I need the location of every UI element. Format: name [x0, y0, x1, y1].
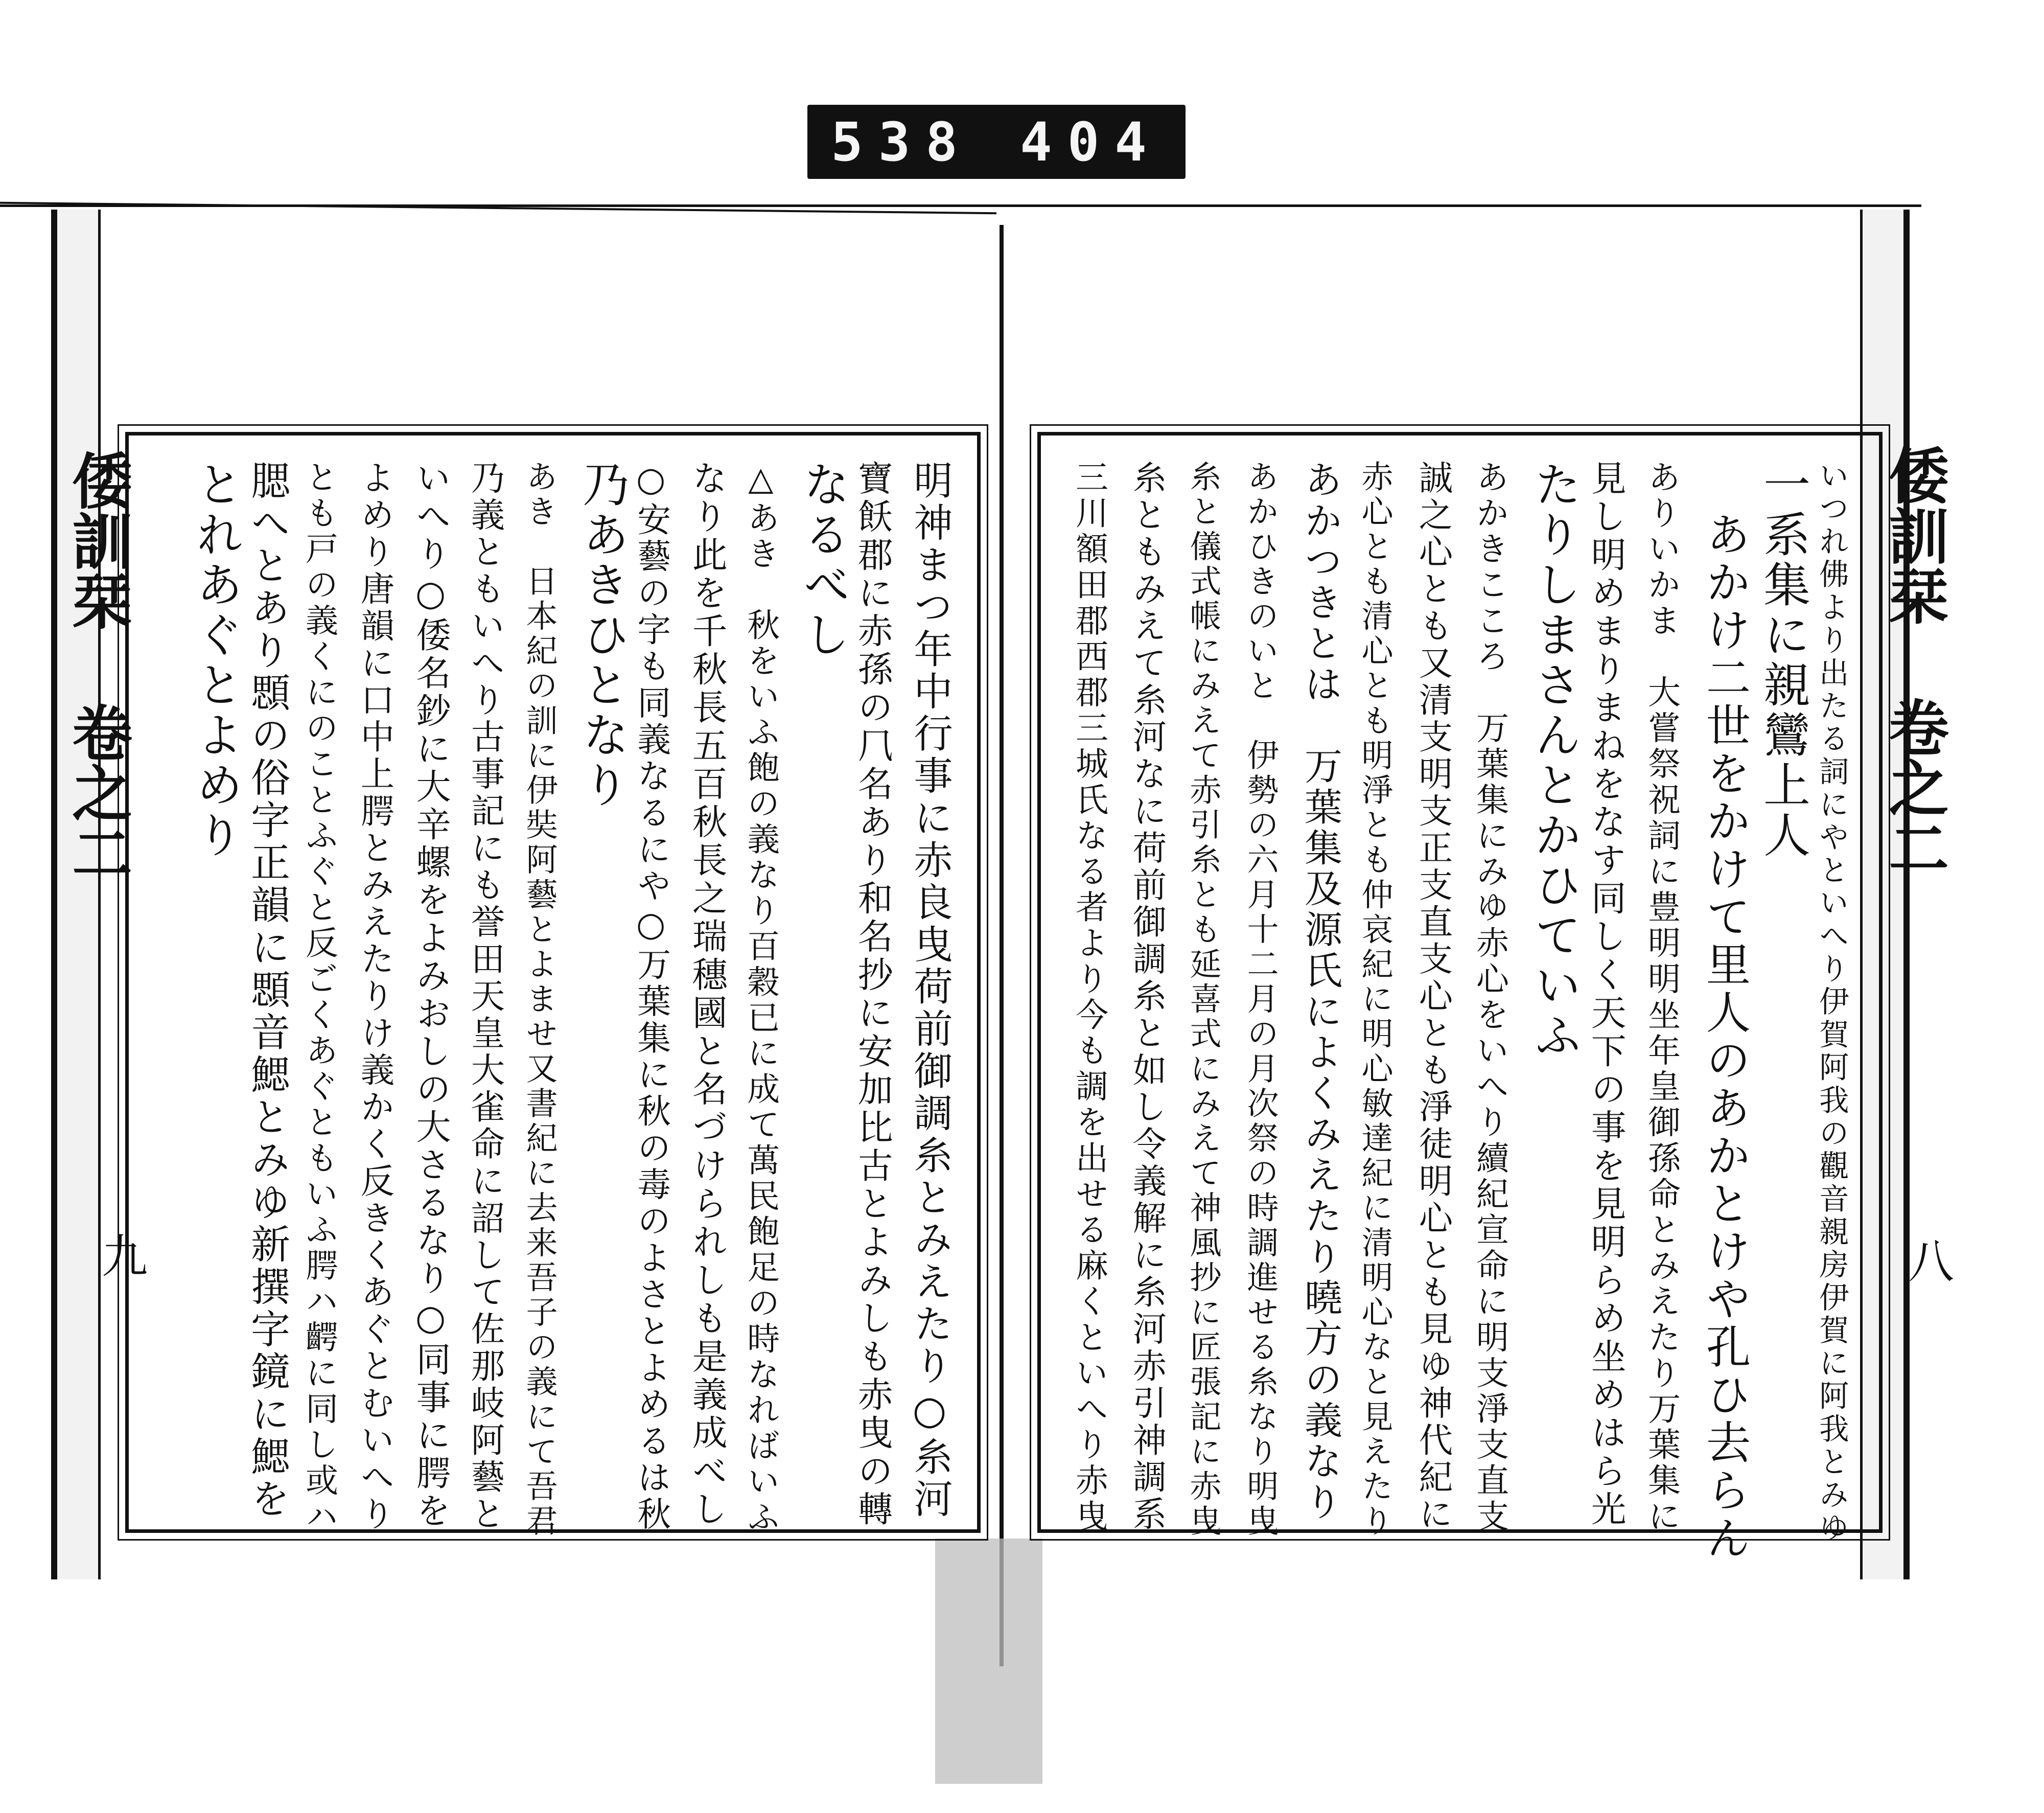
- right-page-column: 糸と儀式帳にみえて赤引糸とも延喜式にみえて神風抄に匠張記に赤曳: [1184, 460, 1222, 1540]
- reel-number-left: 538: [831, 110, 973, 173]
- right-page-column: ありいかま 大嘗祭祝詞に豊明明坐年皇御孫命とみえたり万葉集に: [1642, 460, 1681, 1535]
- left-page-column: なり此を千秋長五百秋長之瑞穗國と名づけられしも是義成べし: [686, 460, 727, 1529]
- microfilm-reel-label: [807, 105, 1186, 179]
- left-page-column: なるべし: [796, 460, 850, 660]
- left-page-column: とれあぐとよめり: [189, 460, 243, 861]
- right-page-column: あかきこころ 万葉集にみゆ赤心をいへり續紀宣命に明支淨支直支: [1471, 460, 1509, 1535]
- right-running-title: 倭訓栞 卷之二: [1878, 445, 1949, 878]
- left-page-column: いへり○倭名鈔に大辛螺をよみおしの大さるなり○同事に腭を: [410, 460, 451, 1530]
- spine-shadow: [935, 1539, 1042, 1784]
- left-running-title: 倭訓栞 卷之二: [62, 450, 133, 883]
- reel-number-right: 404: [1020, 110, 1162, 173]
- left-page-column: 乃義ともいへり古事記にも誉田天皇大雀命に詔して佐那岐阿藝と: [465, 460, 505, 1533]
- book-top-edge: [0, 204, 1921, 217]
- left-page-column: 腮へとあり顋の俗字正韻に顋音鰓とみゆ新撰字鏡に鰓を: [244, 460, 290, 1521]
- right-page-column: たりしまさんとかひていふ: [1527, 460, 1582, 1061]
- right-page-column: あかけ二世をかけて里人のあかとけや孔ひ去らん: [1699, 511, 1751, 1563]
- left-page-column: 明神まつ年中行事に赤良曳荷前御調糸とみえたり○糸河: [907, 460, 953, 1521]
- left-page-column: よめり唐韻に口中上腭とみえたりけ義かく反きくあぐとむいへり: [355, 460, 395, 1533]
- left-page-column: ○安藝の字も同義なるにや○万葉集に秋の毒のよさとよめるは秋: [631, 460, 670, 1533]
- left-folio-number: 九: [94, 1232, 147, 1278]
- right-page-column: あかひきのいと 伊勢の六月十二月の月次祭の時調進せる糸なり明曳: [1242, 460, 1280, 1540]
- right-folio-number: 八: [1900, 1237, 1954, 1283]
- right-page-column: 三川額田郡西郡三城氏なる者より今も調を出せる麻くといへり赤曳: [1070, 460, 1108, 1535]
- right-page-column: 見し明めまりまねをなす同しく天下の事を見明らめ坐めはら光: [1585, 460, 1626, 1529]
- left-page-column: △あき 秋をいふ飽の義なり百穀已に成て萬民飽足の時なればいふ: [741, 460, 780, 1536]
- right-page-column: 誠之心とも又清支明支正支直支心とも淨徒明心とも見ゆ神代紀に: [1413, 460, 1453, 1533]
- right-page-column: あかつきとは 万葉集及源氏によくみえたり曉方の義なり: [1298, 460, 1342, 1523]
- left-page-column: 寶飫郡に赤孫の⺇名あり和名抄に安加比古とよみしも赤曳の轉: [851, 460, 893, 1529]
- right-page-column: 糸ともみえて糸河なに荷前御調糸と如し令義解に糸河赤引神調系: [1127, 460, 1167, 1533]
- right-page-column: 赤心とも清心とも明淨とも仲哀紀に明心敏達紀に清明心なと見えたり: [1356, 460, 1394, 1540]
- book-spine: [1000, 225, 1004, 1666]
- left-page-column: あき 日本紀の訓に伊奘阿藝とよませ又書紀に去来吾子の義にて吾君: [521, 460, 559, 1540]
- left-page-edge-strip: [51, 210, 101, 1579]
- right-page-column: いつれ佛より出たる詞にやといへり伊賀阿我の觀音親房伊賀に阿我とみゆ: [1814, 460, 1849, 1545]
- left-page-column: とも戸の義くにのことふぐと反ごくあぐともいふ腭ハ齶に同し或ハ: [300, 460, 338, 1535]
- right-page-column: 一系集に親鸞上人: [1756, 460, 1810, 861]
- left-page-column: 乃あきひとなり: [575, 460, 630, 811]
